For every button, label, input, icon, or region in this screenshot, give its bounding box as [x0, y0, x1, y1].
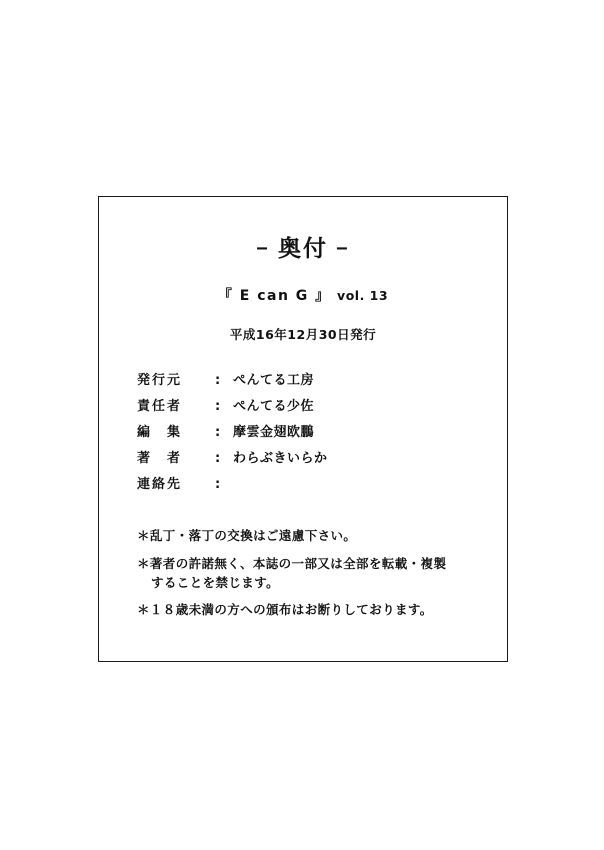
- notice-item: [137, 601, 487, 620]
- book-volume: vol. 13: [337, 288, 389, 303]
- credit-label: 連絡先: [137, 477, 183, 492]
- credit-value: 摩雲金翅欧鵬: [233, 425, 315, 440]
- book-title-text: 『 E can G 』: [217, 288, 331, 304]
- credit-value: わらぶきいらか: [233, 451, 328, 466]
- credit-separator: :: [215, 451, 221, 466]
- notice-line: ＊乱丁・落丁の交換はご遠慮下さい。: [137, 528, 357, 543]
- credit-label: 責任者: [137, 399, 183, 414]
- notice-line: ＊著者の許諾無く、本誌の一部又は全部を転載・複製: [137, 555, 447, 571]
- credit-separator: :: [215, 477, 221, 492]
- book-title: [99, 285, 507, 305]
- title-dash-left: ‒: [256, 238, 270, 258]
- title-text: 奥付: [278, 236, 328, 262]
- credit-separator: :: [215, 425, 221, 440]
- page-title: [99, 230, 507, 263]
- credit-label: 著 者: [137, 451, 183, 466]
- credit-label: 発行元: [137, 373, 183, 388]
- credit-value: ぺんてる少佐: [233, 399, 315, 414]
- credit-row: [137, 369, 477, 388]
- credit-row: [137, 421, 477, 440]
- notice-item: [137, 555, 487, 593]
- notices-list: [137, 527, 487, 629]
- credit-row: [137, 395, 477, 414]
- credits-list: [137, 369, 477, 499]
- notice-line-continued: することを禁じます。: [151, 574, 280, 590]
- colophon-box: [98, 196, 508, 662]
- title-dash-right: ‒: [336, 238, 350, 258]
- credit-separator: :: [215, 399, 221, 414]
- credit-row: [137, 473, 477, 492]
- notice-line: ＊１８歳未満の方への頒布はお断りしております。: [137, 602, 433, 618]
- publication-date: 平成16年12月30日発行: [229, 327, 377, 342]
- notice-item: [137, 527, 487, 546]
- credit-value: ぺんてる工房: [233, 373, 315, 388]
- credit-label: 編 集: [137, 425, 183, 440]
- credit-row: [137, 447, 477, 466]
- credit-separator: :: [215, 373, 221, 388]
